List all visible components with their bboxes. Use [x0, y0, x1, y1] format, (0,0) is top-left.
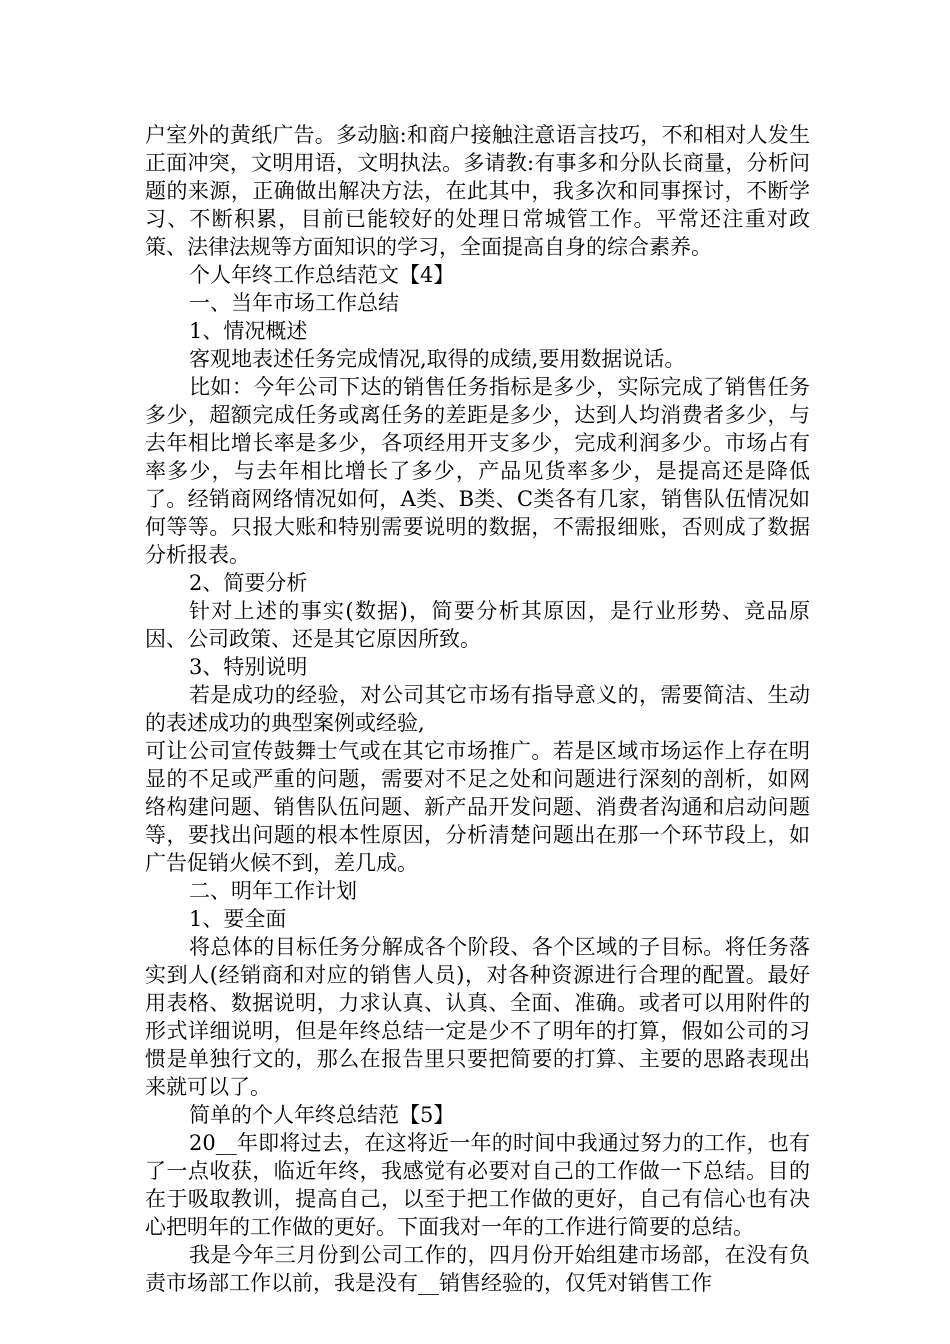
subheading-comprehensive: 1、要全面	[189, 907, 287, 931]
paragraph: 客观地表述任务完成情况,取得的成绩,要用数据说话。	[189, 347, 686, 371]
paragraph: 若是成功的经验，对公司其它市场有指导意义的，需要简洁、生动的表述成功的典型案例或经验,	[145, 683, 810, 735]
paragraph: 将总体的目标任务分解成各个阶段、各个区域的子目标。将任务落实到人(经销商和对应的销售人员)，对各种资源进行合理的配置。最好用表格、数据说明，力求认真、认真、全面、准确。或者可以用附件的形式详细说明，但是年终总结一定是少不了明年的打算，假如公司的习惯是单独行文的，那么在报告里只要把简要的打算、主要的思路表现出来就可以了。	[145, 935, 810, 1099]
subheading-analysis: 2、简要分析	[189, 571, 308, 595]
subheading-overview: 1、情况概述	[189, 319, 308, 343]
paragraph: 我是今年三月份到公司工作的，四月份开始组建市场部，在没有负责市场部工作以前，我是没有__销售经验的，仅凭对销售工作	[145, 1243, 810, 1295]
paragraph: 针对上述的事实(数据)，简要分析其原因，是行业形势、竞品原因、公司政策、还是其它原因所致。	[145, 599, 810, 651]
document-body	[145, 121, 810, 1297]
section-title-4: 个人年终工作总结范文【4】	[189, 263, 455, 287]
paragraph: 可让公司宣传鼓舞士气或在其它市场推广。若是区域市场运作上存在明显的不足或严重的问题，需要对不足之处和问题进行深刻的剖析，如网络构建问题、销售队伍问题、新产品开发问题、消费者沟通和启动问题等，要找出问题的根本性原因，分析清楚问题出在那一个环节段上，如广告促销火候不到，差几成。	[145, 739, 810, 875]
paragraph-continued: 户室外的黄纸广告。多动脑:和商户接触注意语言技巧，不和相对人发生正面冲突，文明用语，文明执法。多请教:有事多和分队长商量，分析问题的来源，正确做出解决方法，在此其中，我多次和同事探讨，不断学习、不断积累，目前已能较好的处理日常城管工作。平常还注重对政策、法律法规等方面知识的学习，全面提高自身的综合素养。	[145, 123, 810, 259]
paragraph: 比如：今年公司下达的销售任务指标是多少，实际完成了销售任务多少，超额完成任务或离任务的差距是多少，达到人均消费者多少，与去年相比增长率是多少，各项经用开支多少，完成利润多少。市场占有率多少，与去年相比增长了多少，产品见货率多少，是提高还是降低了。经销商网络情况如何，A类、B类、C类各有几家，销售队伍情况如何等等。只报大账和特别需要说明的数据，不需报细账，否则成了数据分析报表。	[145, 375, 810, 567]
subheading-special-notes: 3、特别说明	[189, 655, 308, 679]
heading-market-summary: 一、当年市场工作总结	[189, 291, 399, 315]
paragraph: 20__年即将过去，在这将近一年的时间中我通过努力的工作，也有了一点收获，临近年终，我感觉有必要对自己的工作做一下总结。目的在于吸取教训，提高自己，以至于把工作做的更好，自己有信心也有决心把明年的工作做的更好。下面我对一年的工作进行简要的总结。	[145, 1131, 810, 1239]
heading-next-year-plan: 二、明年工作计划	[189, 879, 357, 903]
section-title-5: 简单的个人年终总结范【5】	[189, 1103, 455, 1127]
